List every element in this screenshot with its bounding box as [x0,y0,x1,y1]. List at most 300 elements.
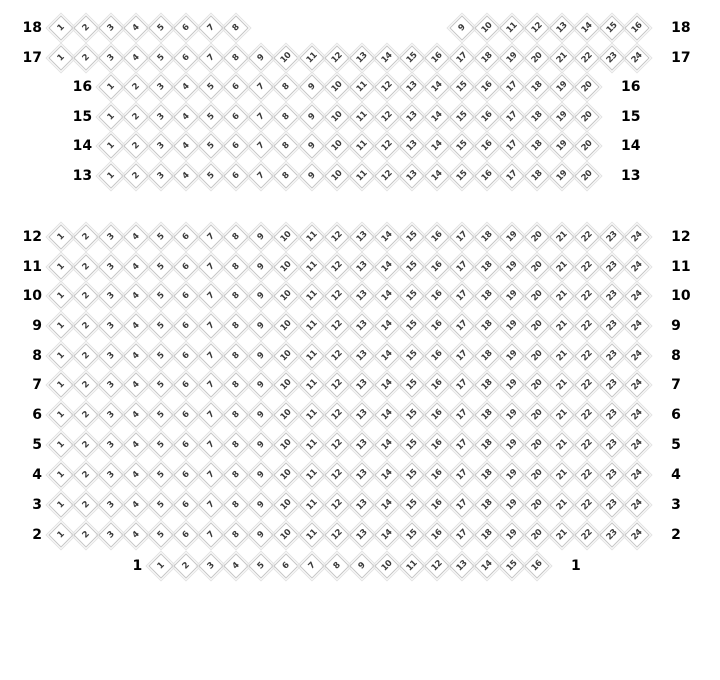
seat-row9-18[interactable] [474,313,499,338]
seat-row6-12[interactable] [324,402,349,427]
seat-row5-18[interactable] [474,432,499,457]
seat-row3-5[interactable] [148,492,173,517]
seat-row12-18[interactable] [474,224,499,249]
seat-row8-10[interactable] [274,343,299,368]
seat-row14-2[interactable] [123,133,148,158]
seat-row18-7[interactable] [199,15,224,40]
seat-row6-4[interactable] [123,402,148,427]
seat-row1-10[interactable] [374,553,399,578]
seat-row16-15[interactable] [449,74,474,99]
seat-row12-22[interactable] [574,224,599,249]
seat-row16-18[interactable] [524,74,549,99]
seat-row6-24[interactable] [624,402,649,427]
seat-row8-13[interactable] [349,343,374,368]
seat-row10-14[interactable] [374,283,399,308]
seat-row5-21[interactable] [549,432,574,457]
seat-row7-13[interactable] [349,372,374,397]
seat-row4-6[interactable] [174,462,199,487]
seat-row5-23[interactable] [599,432,624,457]
seat-row1-5[interactable] [249,553,274,578]
seat-row17-18[interactable] [474,45,499,70]
seat-row16-17[interactable] [499,74,524,99]
seat-row7-12[interactable] [324,372,349,397]
seat-row18-10[interactable] [474,15,499,40]
seat-row16-12[interactable] [374,74,399,99]
seat-row7-14[interactable] [374,372,399,397]
seat-row11-22[interactable] [574,254,599,279]
seat-row9-23[interactable] [599,313,624,338]
seat-row17-21[interactable] [549,45,574,70]
seat-row2-15[interactable] [399,522,424,547]
seat-row12-8[interactable] [224,224,249,249]
seat-row10-8[interactable] [224,283,249,308]
seat-row8-15[interactable] [399,343,424,368]
seat-row6-1[interactable] [48,402,73,427]
seat-row16-20[interactable] [574,74,599,99]
seat-row9-9[interactable] [249,313,274,338]
seat-row1-8[interactable] [324,553,349,578]
seat-row11-9[interactable] [249,254,274,279]
seat-row11-16[interactable] [424,254,449,279]
seat-row6-17[interactable] [449,402,474,427]
seat-row4-18[interactable] [474,462,499,487]
seat-row5-4[interactable] [123,432,148,457]
seat-row12-24[interactable] [624,224,649,249]
seat-row17-10[interactable] [274,45,299,70]
seat-row18-3[interactable] [98,15,123,40]
seat-row17-3[interactable] [98,45,123,70]
seat-row4-16[interactable] [424,462,449,487]
seat-row7-16[interactable] [424,372,449,397]
seat-row11-2[interactable] [73,254,98,279]
seat-row13-2[interactable] [123,163,148,188]
seat-row8-21[interactable] [549,343,574,368]
seat-row10-15[interactable] [399,283,424,308]
seat-row1-15[interactable] [499,553,524,578]
seat-row14-3[interactable] [148,133,173,158]
seat-row6-13[interactable] [349,402,374,427]
seat-row16-8[interactable] [274,74,299,99]
seat-row5-10[interactable] [274,432,299,457]
seat-row6-21[interactable] [549,402,574,427]
seat-row16-19[interactable] [549,74,574,99]
seat-row8-7[interactable] [199,343,224,368]
seat-row16-14[interactable] [424,74,449,99]
seat-row10-2[interactable] [73,283,98,308]
seat-row7-22[interactable] [574,372,599,397]
seat-row7-6[interactable] [174,372,199,397]
seat-row16-10[interactable] [324,74,349,99]
seat-row7-11[interactable] [299,372,324,397]
seat-row9-2[interactable] [73,313,98,338]
seat-row16-9[interactable] [299,74,324,99]
seat-row2-11[interactable] [299,522,324,547]
seat-row10-10[interactable] [274,283,299,308]
seat-row5-3[interactable] [98,432,123,457]
seat-row4-21[interactable] [549,462,574,487]
seat-row5-22[interactable] [574,432,599,457]
seat-row12-6[interactable] [174,224,199,249]
seat-row15-19[interactable] [549,104,574,129]
seat-row11-17[interactable] [449,254,474,279]
seat-row10-7[interactable] [199,283,224,308]
seat-row3-14[interactable] [374,492,399,517]
seat-row2-20[interactable] [524,522,549,547]
seat-row9-20[interactable] [524,313,549,338]
seat-row13-9[interactable] [299,163,324,188]
seat-row13-7[interactable] [249,163,274,188]
seat-row5-16[interactable] [424,432,449,457]
seat-row4-14[interactable] [374,462,399,487]
seat-row8-2[interactable] [73,343,98,368]
seat-row4-23[interactable] [599,462,624,487]
seat-row1-14[interactable] [474,553,499,578]
seat-row18-9[interactable] [449,15,474,40]
seat-row7-20[interactable] [524,372,549,397]
seat-row4-13[interactable] [349,462,374,487]
seat-row4-24[interactable] [624,462,649,487]
seat-row6-18[interactable] [474,402,499,427]
seat-row17-14[interactable] [374,45,399,70]
seat-row7-21[interactable] [549,372,574,397]
seat-row15-11[interactable] [349,104,374,129]
seat-row2-3[interactable] [98,522,123,547]
seat-row16-5[interactable] [199,74,224,99]
seat-row8-19[interactable] [499,343,524,368]
seat-row12-17[interactable] [449,224,474,249]
seat-row18-11[interactable] [499,15,524,40]
seat-row14-14[interactable] [424,133,449,158]
seat-row17-15[interactable] [399,45,424,70]
seat-row14-12[interactable] [374,133,399,158]
seat-row17-24[interactable] [624,45,649,70]
seat-row17-7[interactable] [199,45,224,70]
seat-row7-3[interactable] [98,372,123,397]
seat-row11-4[interactable] [123,254,148,279]
seat-row9-10[interactable] [274,313,299,338]
seat-row2-6[interactable] [174,522,199,547]
seat-row9-11[interactable] [299,313,324,338]
seat-row9-7[interactable] [199,313,224,338]
seat-row7-23[interactable] [599,372,624,397]
seat-row9-13[interactable] [349,313,374,338]
seat-row10-16[interactable] [424,283,449,308]
seat-row8-22[interactable] [574,343,599,368]
seat-row2-13[interactable] [349,522,374,547]
seat-row3-24[interactable] [624,492,649,517]
seat-row3-1[interactable] [48,492,73,517]
seat-row10-11[interactable] [299,283,324,308]
seat-row14-18[interactable] [524,133,549,158]
seat-row10-19[interactable] [499,283,524,308]
seat-row1-11[interactable] [399,553,424,578]
seat-row5-6[interactable] [174,432,199,457]
seat-row10-1[interactable] [48,283,73,308]
seat-row12-20[interactable] [524,224,549,249]
seat-row4-11[interactable] [299,462,324,487]
seat-row14-20[interactable] [574,133,599,158]
seat-row2-2[interactable] [73,522,98,547]
seat-row4-19[interactable] [499,462,524,487]
seat-row13-14[interactable] [424,163,449,188]
seat-row7-4[interactable] [123,372,148,397]
seat-row12-12[interactable] [324,224,349,249]
seat-row9-8[interactable] [224,313,249,338]
seat-row17-6[interactable] [174,45,199,70]
seat-row9-16[interactable] [424,313,449,338]
seat-row8-1[interactable] [48,343,73,368]
seat-row11-20[interactable] [524,254,549,279]
seat-row2-21[interactable] [549,522,574,547]
seat-row18-6[interactable] [174,15,199,40]
seat-row5-20[interactable] [524,432,549,457]
seat-row11-14[interactable] [374,254,399,279]
seat-row15-13[interactable] [399,104,424,129]
seat-row7-19[interactable] [499,372,524,397]
seat-row11-6[interactable] [174,254,199,279]
seat-row3-13[interactable] [349,492,374,517]
seat-row11-5[interactable] [148,254,173,279]
seat-row15-5[interactable] [199,104,224,129]
seat-row12-10[interactable] [274,224,299,249]
seat-row1-1[interactable] [148,553,173,578]
seat-row2-12[interactable] [324,522,349,547]
seat-row11-1[interactable] [48,254,73,279]
seat-row10-21[interactable] [549,283,574,308]
seat-row3-23[interactable] [599,492,624,517]
seat-row16-13[interactable] [399,74,424,99]
seat-row17-23[interactable] [599,45,624,70]
seat-row17-1[interactable] [48,45,73,70]
seat-row18-8[interactable] [224,15,249,40]
seat-row2-5[interactable] [148,522,173,547]
seat-row2-9[interactable] [249,522,274,547]
seat-row3-19[interactable] [499,492,524,517]
seat-row3-21[interactable] [549,492,574,517]
seat-row10-12[interactable] [324,283,349,308]
seat-row5-15[interactable] [399,432,424,457]
seat-row11-7[interactable] [199,254,224,279]
seat-row12-16[interactable] [424,224,449,249]
seat-row2-22[interactable] [574,522,599,547]
seat-row13-16[interactable] [474,163,499,188]
seat-row8-9[interactable] [249,343,274,368]
seat-row10-4[interactable] [123,283,148,308]
seat-row14-4[interactable] [174,133,199,158]
seat-row7-7[interactable] [199,372,224,397]
seat-row5-24[interactable] [624,432,649,457]
seat-row3-3[interactable] [98,492,123,517]
seat-row8-18[interactable] [474,343,499,368]
seat-row12-21[interactable] [549,224,574,249]
seat-row17-12[interactable] [324,45,349,70]
seat-row2-7[interactable] [199,522,224,547]
seat-row2-19[interactable] [499,522,524,547]
seat-row14-1[interactable] [98,133,123,158]
seat-row18-1[interactable] [48,15,73,40]
seat-row4-4[interactable] [123,462,148,487]
seat-row11-13[interactable] [349,254,374,279]
seat-row3-4[interactable] [123,492,148,517]
seat-row4-8[interactable] [224,462,249,487]
seat-row11-11[interactable] [299,254,324,279]
seat-row14-7[interactable] [249,133,274,158]
seat-row6-14[interactable] [374,402,399,427]
seat-row3-8[interactable] [224,492,249,517]
seat-row18-12[interactable] [524,15,549,40]
seat-row17-11[interactable] [299,45,324,70]
seat-row1-13[interactable] [449,553,474,578]
seat-row14-16[interactable] [474,133,499,158]
seat-row10-24[interactable] [624,283,649,308]
seat-row13-11[interactable] [349,163,374,188]
seat-row6-6[interactable] [174,402,199,427]
seat-row15-2[interactable] [123,104,148,129]
seat-row10-13[interactable] [349,283,374,308]
seat-row7-2[interactable] [73,372,98,397]
seat-row17-19[interactable] [499,45,524,70]
seat-row15-17[interactable] [499,104,524,129]
seat-row10-3[interactable] [98,283,123,308]
seat-row13-20[interactable] [574,163,599,188]
seat-row5-13[interactable] [349,432,374,457]
seat-row3-11[interactable] [299,492,324,517]
seat-row11-3[interactable] [98,254,123,279]
seat-row13-17[interactable] [499,163,524,188]
seat-row13-15[interactable] [449,163,474,188]
seat-row16-11[interactable] [349,74,374,99]
seat-row16-2[interactable] [123,74,148,99]
seat-row2-8[interactable] [224,522,249,547]
seat-row3-9[interactable] [249,492,274,517]
seat-row14-5[interactable] [199,133,224,158]
seat-row10-22[interactable] [574,283,599,308]
seat-row6-22[interactable] [574,402,599,427]
seat-row18-16[interactable] [624,15,649,40]
seat-row4-20[interactable] [524,462,549,487]
seat-row9-21[interactable] [549,313,574,338]
seat-row6-11[interactable] [299,402,324,427]
seat-row6-5[interactable] [148,402,173,427]
seat-row13-8[interactable] [274,163,299,188]
seat-row16-6[interactable] [224,74,249,99]
seat-row12-4[interactable] [123,224,148,249]
seat-row8-17[interactable] [449,343,474,368]
seat-row8-20[interactable] [524,343,549,368]
seat-row3-15[interactable] [399,492,424,517]
seat-row9-12[interactable] [324,313,349,338]
seat-row13-10[interactable] [324,163,349,188]
seat-row6-8[interactable] [224,402,249,427]
seat-row8-16[interactable] [424,343,449,368]
seat-row15-6[interactable] [224,104,249,129]
seat-row17-22[interactable] [574,45,599,70]
seat-row7-9[interactable] [249,372,274,397]
seat-row14-8[interactable] [274,133,299,158]
seat-row15-4[interactable] [174,104,199,129]
seat-row9-17[interactable] [449,313,474,338]
seat-row2-17[interactable] [449,522,474,547]
seat-row6-9[interactable] [249,402,274,427]
seat-row15-16[interactable] [474,104,499,129]
seat-row5-19[interactable] [499,432,524,457]
seat-row1-6[interactable] [274,553,299,578]
seat-row12-23[interactable] [599,224,624,249]
seat-row15-7[interactable] [249,104,274,129]
seat-row9-5[interactable] [148,313,173,338]
seat-row9-4[interactable] [123,313,148,338]
seat-row5-1[interactable] [48,432,73,457]
seat-row12-19[interactable] [499,224,524,249]
seat-row13-19[interactable] [549,163,574,188]
seat-row10-6[interactable] [174,283,199,308]
seat-row15-12[interactable] [374,104,399,129]
seat-row12-14[interactable] [374,224,399,249]
seat-row1-3[interactable] [199,553,224,578]
seat-row12-5[interactable] [148,224,173,249]
seat-row10-23[interactable] [599,283,624,308]
seat-row1-7[interactable] [299,553,324,578]
seat-row15-3[interactable] [148,104,173,129]
seat-row12-13[interactable] [349,224,374,249]
seat-row3-2[interactable] [73,492,98,517]
seat-row2-24[interactable] [624,522,649,547]
seat-row11-19[interactable] [499,254,524,279]
seat-row7-10[interactable] [274,372,299,397]
seat-row5-11[interactable] [299,432,324,457]
seat-row11-24[interactable] [624,254,649,279]
seat-row15-8[interactable] [274,104,299,129]
seat-row13-4[interactable] [174,163,199,188]
seat-row5-5[interactable] [148,432,173,457]
seat-row8-8[interactable] [224,343,249,368]
seat-row5-12[interactable] [324,432,349,457]
seat-row6-19[interactable] [499,402,524,427]
seat-row14-19[interactable] [549,133,574,158]
seat-row7-17[interactable] [449,372,474,397]
seat-row11-8[interactable] [224,254,249,279]
seat-row12-1[interactable] [48,224,73,249]
seat-row9-14[interactable] [374,313,399,338]
seat-row15-1[interactable] [98,104,123,129]
seat-row4-2[interactable] [73,462,98,487]
seat-row7-1[interactable] [48,372,73,397]
seat-row12-15[interactable] [399,224,424,249]
seat-row4-1[interactable] [48,462,73,487]
seat-row12-9[interactable] [249,224,274,249]
seat-row17-20[interactable] [524,45,549,70]
seat-row17-2[interactable] [73,45,98,70]
seat-row12-11[interactable] [299,224,324,249]
seat-row17-8[interactable] [224,45,249,70]
seat-row9-19[interactable] [499,313,524,338]
seat-row7-5[interactable] [148,372,173,397]
seat-row17-4[interactable] [123,45,148,70]
seat-row16-1[interactable] [98,74,123,99]
seat-row3-6[interactable] [174,492,199,517]
seat-row10-20[interactable] [524,283,549,308]
seat-row4-15[interactable] [399,462,424,487]
seat-row18-13[interactable] [549,15,574,40]
seat-row8-11[interactable] [299,343,324,368]
seat-row8-24[interactable] [624,343,649,368]
seat-row7-15[interactable] [399,372,424,397]
seat-row5-17[interactable] [449,432,474,457]
seat-row2-14[interactable] [374,522,399,547]
seat-row2-18[interactable] [474,522,499,547]
seat-row8-6[interactable] [174,343,199,368]
seat-row8-3[interactable] [98,343,123,368]
